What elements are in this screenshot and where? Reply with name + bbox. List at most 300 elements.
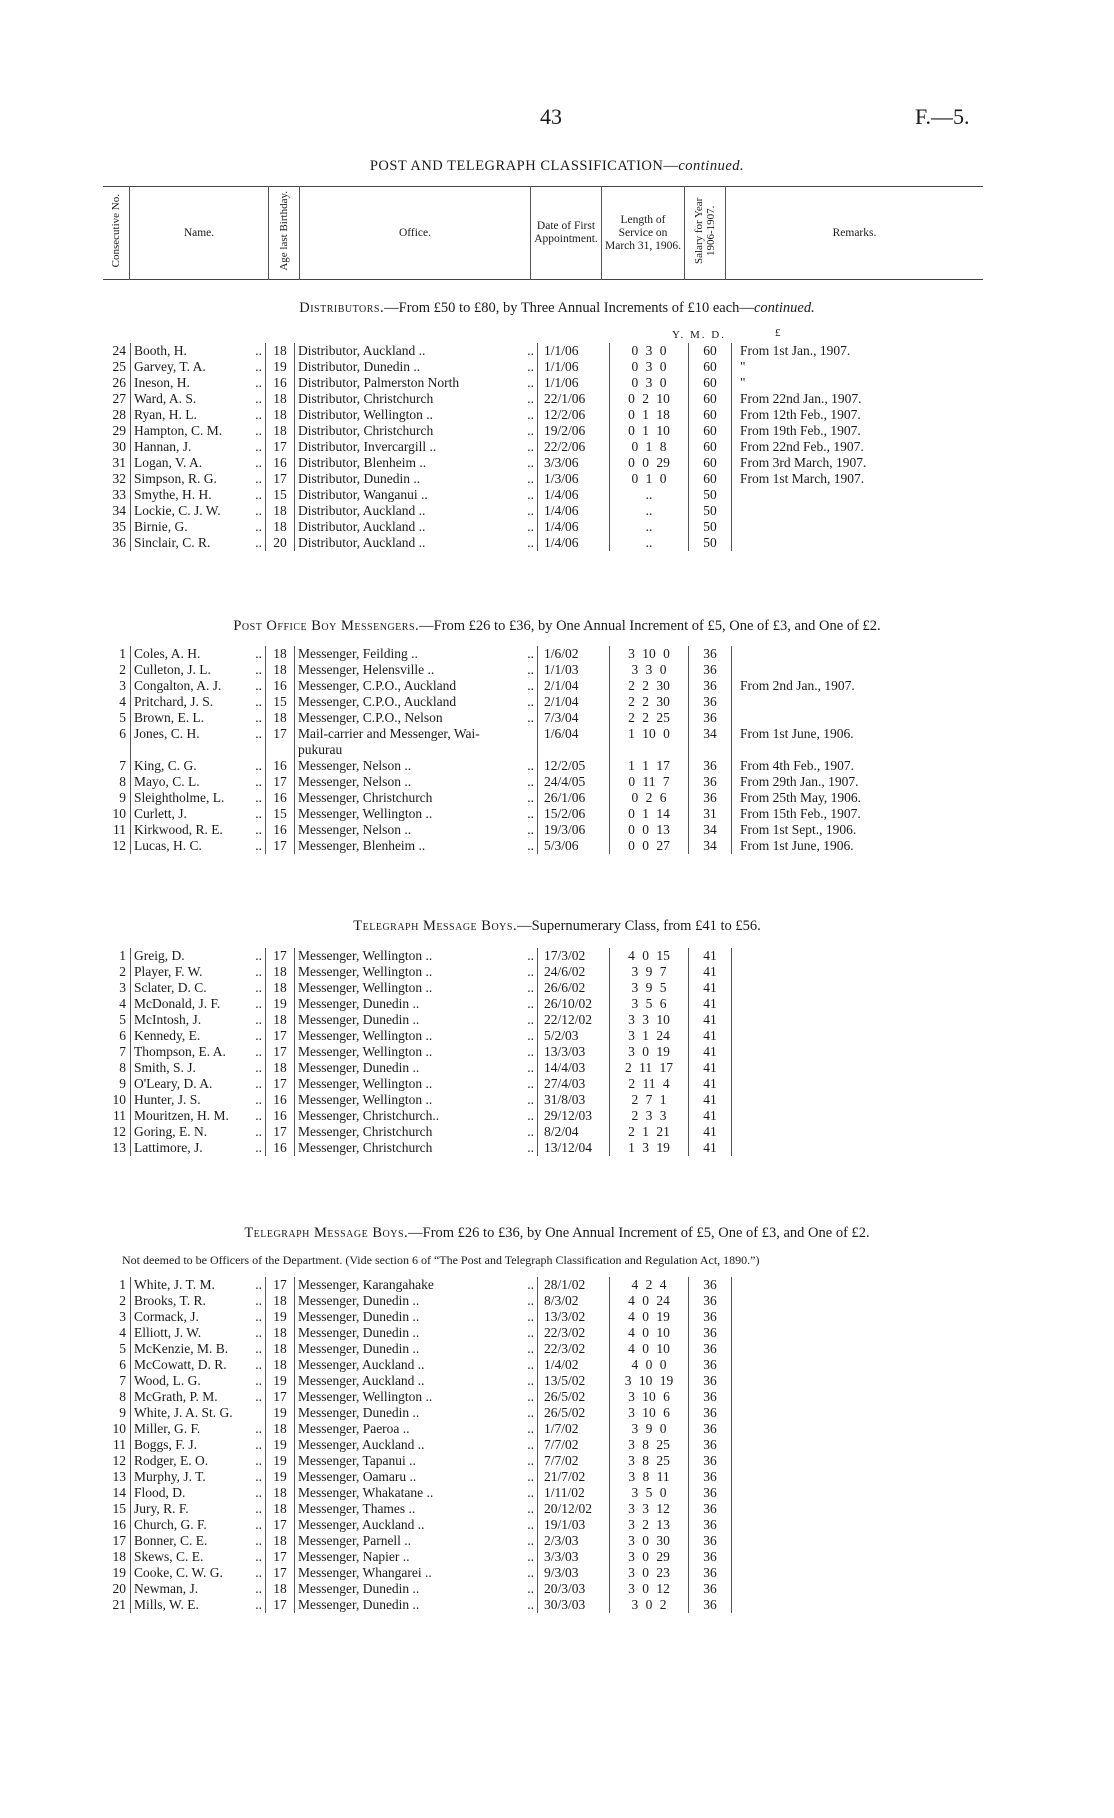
- cell-office: Messenger, Wellington ..: [295, 1389, 516, 1405]
- cell-age: 16: [266, 1140, 295, 1156]
- cell-len: 3 10 0: [610, 646, 689, 662]
- cell-odots: ..: [527, 1341, 534, 1356]
- cell-age: 17: [266, 1389, 295, 1405]
- cell-odots: ..: [527, 662, 534, 677]
- cell-len: ..: [610, 535, 689, 551]
- cell-date: 21/7/02: [538, 1469, 610, 1485]
- cell-date: 1/6/02: [538, 646, 610, 662]
- cell-name: Brown, E. L.: [131, 710, 248, 726]
- cell-len: 0 3 0: [610, 359, 689, 375]
- cell-date: 1/4/02: [538, 1357, 610, 1373]
- cell-dots: ..: [255, 964, 262, 979]
- cell-rem: [732, 1357, 914, 1373]
- cell-len: 4 0 15: [610, 948, 689, 964]
- cell-odots: ..: [527, 1044, 534, 1059]
- cell-dots: ..: [255, 1140, 262, 1155]
- cell-odots: ..: [527, 407, 534, 422]
- cell-date: 19/2/06: [538, 423, 610, 439]
- cell-odots: ..: [527, 1293, 534, 1308]
- cell-sal: 60: [689, 359, 732, 375]
- cell-odots: ..: [527, 471, 534, 486]
- cell-office: Distributor, Auckland ..: [295, 535, 516, 551]
- cell-rem: [732, 1469, 914, 1485]
- cell-no: 14: [112, 1485, 126, 1500]
- cell-len: 0 1 10: [610, 423, 689, 439]
- cell-name: Lucas, H. C.: [131, 838, 248, 854]
- cell-office: Messenger, Wellington ..: [295, 1044, 516, 1060]
- cell-len: 3 0 12: [610, 1581, 689, 1597]
- cell-sal: 36: [689, 1421, 732, 1437]
- cell-name: Simpson, R. G.: [131, 471, 248, 487]
- table-row: [103, 535, 913, 551]
- cell-age: 18: [266, 1293, 295, 1309]
- cell-len: 2 3 3: [610, 1108, 689, 1124]
- cell-office: Distributor, Invercargill ..: [295, 439, 516, 455]
- cell-name: Newman, J.: [131, 1581, 248, 1597]
- cell-age: 18: [266, 503, 295, 519]
- cell-age: 17: [266, 1044, 295, 1060]
- table-row: [103, 1341, 913, 1357]
- cell-no: 36: [112, 535, 126, 550]
- table-row: [103, 758, 913, 774]
- cell-dots: ..: [255, 1124, 262, 1139]
- cell-office: Messenger, Parnell ..: [295, 1533, 516, 1549]
- cell-date: 26/5/02: [538, 1405, 610, 1421]
- cell-sal: 41: [689, 1108, 732, 1124]
- cell-office: Distributor, Auckland ..: [295, 519, 516, 535]
- cell-age: 16: [266, 1092, 295, 1108]
- cell-office: Messenger, Blenheim ..: [295, 838, 516, 854]
- cell-rem: [732, 1549, 914, 1565]
- cell-date: 20/12/02: [538, 1501, 610, 1517]
- table-row: [103, 1501, 913, 1517]
- cell-len: 3 0 2: [610, 1597, 689, 1613]
- cell-dots: ..: [255, 407, 262, 422]
- cell-sal: 60: [689, 471, 732, 487]
- cell-rem: [732, 1124, 914, 1140]
- table-row: [103, 1092, 913, 1108]
- cell-office: Distributor, Auckland ..: [295, 343, 516, 359]
- cell-date: 7/7/02: [538, 1453, 610, 1469]
- cell-len: 3 9 7: [610, 964, 689, 980]
- table-row: [103, 439, 913, 455]
- cell-odots: ..: [527, 1597, 534, 1612]
- cell-len: 0 0 29: [610, 455, 689, 471]
- cell-len: ..: [610, 503, 689, 519]
- cell-dots: ..: [255, 455, 262, 470]
- cell-name: McKenzie, M. B.: [131, 1341, 248, 1357]
- cell-odots: ..: [527, 455, 534, 470]
- cell-sal: 36: [689, 1517, 732, 1533]
- cell-len: 3 0 19: [610, 1044, 689, 1060]
- cell-date: 22/3/02: [538, 1325, 610, 1341]
- table-row: [103, 806, 913, 822]
- cell-date: 22/1/06: [538, 391, 610, 407]
- cell-name: McIntosh, J.: [131, 1012, 248, 1028]
- cell-dots: ..: [255, 423, 262, 438]
- cell-dots: ..: [255, 710, 262, 725]
- cell-office: Messenger, Karangahake: [295, 1277, 516, 1293]
- cell-date: 13/3/02: [538, 1309, 610, 1325]
- cell-age: 19: [266, 1373, 295, 1389]
- cell-office: Messenger, Wellington ..: [295, 1076, 516, 1092]
- col-header-length: Length of Service on March 31, 1906.: [602, 187, 685, 280]
- cell-sal: 36: [689, 1501, 732, 1517]
- table-row: [103, 1060, 913, 1076]
- cell-odots: ..: [527, 1565, 534, 1580]
- cell-date: 31/8/03: [538, 1092, 610, 1108]
- cell-rem: [732, 1405, 914, 1421]
- cell-office: Messenger, Dunedin ..: [295, 1293, 516, 1309]
- cell-dots: ..: [255, 1581, 262, 1596]
- cell-date: 2/3/03: [538, 1533, 610, 1549]
- cell-odots: ..: [527, 678, 534, 693]
- table-row: [103, 980, 913, 996]
- cell-dots: ..: [255, 1453, 262, 1468]
- table-row: [103, 646, 913, 662]
- cell-len: 0 1 0: [610, 471, 689, 487]
- table-row: [103, 678, 913, 694]
- cell-name: Kennedy, E.: [131, 1028, 248, 1044]
- cell-date: 13/12/04: [538, 1140, 610, 1156]
- cell-sal: 36: [689, 646, 732, 662]
- cell-rem: From 25th May, 1906.: [732, 790, 914, 806]
- cell-odots: ..: [527, 1325, 534, 1340]
- cell-name: Ward, A. S.: [131, 391, 248, 407]
- cell-no: 2: [119, 662, 126, 677]
- cell-sal: 36: [689, 694, 732, 710]
- cell-sal: 41: [689, 1076, 732, 1092]
- cell-dots: ..: [255, 503, 262, 518]
- cell-odots: ..: [527, 774, 534, 789]
- cell-odots: ..: [527, 423, 534, 438]
- cell-odots: ..: [527, 343, 534, 358]
- cell-dots: ..: [255, 948, 262, 963]
- cell-len: ..: [610, 487, 689, 503]
- cell-office: Messenger, Thames ..: [295, 1501, 516, 1517]
- cell-sal: 36: [689, 1485, 732, 1501]
- cell-odots: ..: [527, 1357, 534, 1372]
- cell-age: 17: [266, 1124, 295, 1140]
- cell-odots: ..: [527, 1277, 534, 1292]
- cell-len: 3 8 11: [610, 1469, 689, 1485]
- table-row: [103, 662, 913, 678]
- cell-rem: From 3rd March, 1907.: [732, 455, 914, 471]
- cell-no: 6: [119, 1357, 126, 1372]
- cell-no: 11: [113, 1437, 126, 1452]
- cell-rem: [732, 1325, 914, 1341]
- cell-dots: ..: [255, 471, 262, 486]
- cell-rem: [732, 1140, 914, 1156]
- cell-no: 1: [119, 646, 126, 661]
- cell-date: 12/2/05: [538, 758, 610, 774]
- cell-sal: 60: [689, 375, 732, 391]
- cell-no: 3: [119, 678, 126, 693]
- cell-odots: ..: [527, 1453, 534, 1468]
- table-row: [103, 1565, 913, 1581]
- cell-age: 18: [266, 646, 295, 662]
- cell-name: Mayo, C. L.: [131, 774, 248, 790]
- cell-age: 18: [266, 391, 295, 407]
- cell-no: 15: [112, 1501, 126, 1516]
- cell-rem: [732, 535, 914, 551]
- cell-rem: From 2nd Jan., 1907.: [732, 678, 914, 694]
- boy-messengers-table: [103, 646, 913, 854]
- cell-office: Messenger, Oamaru ..: [295, 1469, 516, 1485]
- cell-office: Messenger, Tapanui ..: [295, 1453, 516, 1469]
- cell-rem: [732, 1092, 914, 1108]
- cell-age: 19: [266, 1309, 295, 1325]
- cell-date: 1/1/06: [538, 375, 610, 391]
- table-row: [103, 423, 913, 439]
- cell-rem: [732, 646, 914, 662]
- cell-date: 5/3/06: [538, 838, 610, 854]
- cell-office: Messenger, Dunedin ..: [295, 996, 516, 1012]
- cell-age: 20: [266, 535, 295, 551]
- cell-sal: 41: [689, 948, 732, 964]
- cell-odots: ..: [527, 1469, 534, 1484]
- cell-len: 2 2 30: [610, 694, 689, 710]
- cell-age: 19: [266, 1405, 295, 1421]
- table-row: [103, 343, 913, 359]
- table-row: [103, 774, 913, 790]
- table-row: [103, 1140, 913, 1156]
- cell-date: 7/7/02: [538, 1437, 610, 1453]
- cell-no: 9: [119, 790, 126, 805]
- cell-len: 2 11 17: [610, 1060, 689, 1076]
- cell-no: 27: [112, 391, 126, 406]
- cell-age: 18: [266, 964, 295, 980]
- cell-len: 3 0 23: [610, 1565, 689, 1581]
- cell-no: 10: [112, 1421, 126, 1436]
- cell-date: 1/4/06: [538, 503, 610, 519]
- cell-no: 10: [112, 1092, 126, 1107]
- cell-odots: ..: [527, 1012, 534, 1027]
- cell-odots: ..: [527, 948, 534, 963]
- cell-date: 19/1/03: [538, 1517, 610, 1533]
- cell-name: Thompson, E. A.: [131, 1044, 248, 1060]
- cell-odots: ..: [527, 1124, 534, 1139]
- cell-age: 18: [266, 1581, 295, 1597]
- cell-dots: ..: [255, 1485, 262, 1500]
- cell-sal: 36: [689, 1357, 732, 1373]
- cell-no: 10: [112, 806, 126, 821]
- cell-rem: From 22nd Feb., 1907.: [732, 439, 914, 455]
- cell-len: 0 2 6: [610, 790, 689, 806]
- cell-date: 1/4/06: [538, 535, 610, 551]
- cell-rem: From 1st Sept., 1906.: [732, 822, 914, 838]
- section-heading-distributors: Distributors.—From £50 to £80, by Three Annual Increments of £10 each—continued.: [299, 300, 815, 316]
- cell-len: 4 0 0: [610, 1357, 689, 1373]
- cell-sal: 36: [689, 1581, 732, 1597]
- cell-age: 16: [266, 1108, 295, 1124]
- col-header-remarks: Remarks.: [726, 187, 984, 280]
- cell-date: 1/7/02: [538, 1421, 610, 1437]
- cell-name: Sleightholme, L.: [131, 790, 248, 806]
- cell-name: Cooke, C. W. G.: [131, 1565, 248, 1581]
- cell-odots: ..: [527, 487, 534, 502]
- cell-age: 17: [266, 471, 295, 487]
- cell-age: 18: [266, 1485, 295, 1501]
- cell-no: 12: [112, 1124, 126, 1139]
- cell-name: Curlett, J.: [131, 806, 248, 822]
- cell-odots: ..: [527, 1485, 534, 1500]
- cell-no: 35: [112, 519, 126, 534]
- cell-name: Sclater, D. C.: [131, 980, 248, 996]
- cell-sal: 41: [689, 964, 732, 980]
- cell-no: 32: [112, 471, 126, 486]
- cell-dots: ..: [255, 343, 262, 358]
- cell-age: 19: [266, 1469, 295, 1485]
- cell-name: Mills, W. E.: [131, 1597, 248, 1613]
- cell-odots: ..: [527, 503, 534, 518]
- cell-no: 4: [119, 1325, 126, 1340]
- section-heading-message-boys: Telegraph Message Boys.—From £26 to £36, by One Annual Increment of £5, One of £3, and One of £2.: [244, 1225, 870, 1241]
- cell-no: 13: [112, 1140, 126, 1155]
- cell-len: 2 11 4: [610, 1076, 689, 1092]
- table-row: [103, 503, 913, 519]
- table-row: [103, 1044, 913, 1060]
- message-boys-table: [103, 1277, 913, 1613]
- cell-age: 18: [266, 1012, 295, 1028]
- table-row: [103, 1485, 913, 1501]
- section-note: Not deemed to be Officers of the Department. (Vide section 6 of “The Post and Telegraph Classification and Regulation Act, 1890.”): [122, 1253, 760, 1267]
- cell-office: Messenger, Wellington ..: [295, 1028, 516, 1044]
- cell-date: 30/3/03: [538, 1597, 610, 1613]
- cell-odots: ..: [527, 1140, 534, 1155]
- cell-no: 19: [112, 1565, 126, 1580]
- cell-rem: [732, 1389, 914, 1405]
- cell-age: 16: [266, 678, 295, 694]
- cell-no: 12: [112, 838, 126, 853]
- cell-date: 2/1/04: [538, 678, 610, 694]
- cell-dots: ..: [255, 1373, 262, 1388]
- cell-date: 13/5/02: [538, 1373, 610, 1389]
- cell-dots: ..: [255, 1469, 262, 1484]
- cell-rem: From 1st Jan., 1907.: [732, 343, 914, 359]
- cell-date: 17/3/02: [538, 948, 610, 964]
- cell-date: 1/1/03: [538, 662, 610, 678]
- cell-name: Logan, V. A.: [131, 455, 248, 471]
- cell-len: 3 0 30: [610, 1533, 689, 1549]
- cell-office: Messenger, Christchurch..: [295, 1108, 516, 1124]
- cell-sal: 36: [689, 1309, 732, 1325]
- cell-len: 3 5 0: [610, 1485, 689, 1501]
- cell-name: Cormack, J.: [131, 1309, 248, 1325]
- series-reference: F.—5.: [915, 104, 970, 129]
- cell-sal: 36: [689, 1373, 732, 1389]
- cell-rem: [732, 1597, 914, 1613]
- cell-date: 22/2/06: [538, 439, 610, 455]
- cell-name: McGrath, P. M.: [131, 1389, 248, 1405]
- table-row: [103, 964, 913, 980]
- cell-no: 6: [119, 1028, 126, 1043]
- cell-sal: 41: [689, 980, 732, 996]
- cell-name: Wood, L. G.: [131, 1373, 248, 1389]
- cell-len: 3 10 6: [610, 1389, 689, 1405]
- cell-age: 17: [266, 838, 295, 854]
- cell-len: 2 2 25: [610, 710, 689, 726]
- cell-len: 2 2 30: [610, 678, 689, 694]
- cell-date: 2/1/04: [538, 694, 610, 710]
- cell-date: 13/3/03: [538, 1044, 610, 1060]
- cell-name: Culleton, J. L.: [131, 662, 248, 678]
- cell-odots: ..: [527, 838, 534, 853]
- cell-sal: 50: [689, 519, 732, 535]
- cell-odots: ..: [527, 790, 534, 805]
- cell-office: Messenger, Dunedin ..: [295, 1597, 516, 1613]
- cell-age: 18: [266, 662, 295, 678]
- cell-sal: 36: [689, 1325, 732, 1341]
- cell-no: 4: [119, 996, 126, 1011]
- cell-office: Messenger, Napier ..: [295, 1549, 516, 1565]
- column-header: [103, 186, 983, 280]
- cell-sal: 36: [689, 1533, 732, 1549]
- cell-date: 27/4/03: [538, 1076, 610, 1092]
- cell-date: 1/1/06: [538, 343, 610, 359]
- cell-office: Messenger, Christchurch: [295, 1140, 516, 1156]
- cell-age: 18: [266, 1060, 295, 1076]
- cell-rem: [732, 710, 914, 726]
- cell-date: 7/3/04: [538, 710, 610, 726]
- table-row: [103, 1549, 913, 1565]
- cell-rem: [732, 1012, 914, 1028]
- cell-odots: ..: [527, 646, 534, 661]
- cell-age: 18: [266, 1341, 295, 1357]
- cell-rem: [732, 980, 914, 996]
- cell-date: 1/4/06: [538, 519, 610, 535]
- cell-sal: 36: [689, 774, 732, 790]
- cell-date: 1/6/04: [538, 726, 610, 758]
- cell-no: 29: [112, 423, 126, 438]
- cell-date: 5/2/03: [538, 1028, 610, 1044]
- cell-rem: ": [732, 375, 914, 391]
- cell-name: Player, F. W.: [131, 964, 248, 980]
- cell-sal: 36: [689, 1341, 732, 1357]
- cell-office: Messenger, Nelson ..: [295, 774, 516, 790]
- cell-office: Distributor, Wellington ..: [295, 407, 516, 423]
- cell-age: 18: [266, 980, 295, 996]
- cell-len: 4 0 10: [610, 1325, 689, 1341]
- cell-rem: [732, 996, 914, 1012]
- cell-name: Booth, H.: [131, 343, 248, 359]
- cell-rem: [732, 519, 914, 535]
- cell-name: White, J. T. M.: [131, 1277, 248, 1293]
- cell-rem: From 1st March, 1907.: [732, 471, 914, 487]
- cell-office: Mail-carrier and Messenger, Wai-pukurau: [295, 726, 516, 758]
- cell-odots: ..: [527, 535, 534, 550]
- cell-odots: ..: [527, 519, 534, 534]
- cell-office: Messenger, Christchurch: [295, 790, 516, 806]
- cell-date: 1/3/06: [538, 471, 610, 487]
- salary-unit-label: £: [775, 327, 783, 339]
- cell-len: 3 8 25: [610, 1453, 689, 1469]
- table-row: [103, 1325, 913, 1341]
- cell-no: 30: [112, 439, 126, 454]
- cell-rem: [732, 487, 914, 503]
- cell-rem: [732, 503, 914, 519]
- cell-len: 1 3 19: [610, 1140, 689, 1156]
- table-row: [103, 391, 913, 407]
- col-header-date: Date of First Appointment.: [531, 187, 602, 280]
- cell-name: O'Leary, D. A.: [131, 1076, 248, 1092]
- cell-odots: ..: [527, 1405, 534, 1420]
- cell-name: Goring, E. N.: [131, 1124, 248, 1140]
- cell-rem: [732, 1341, 914, 1357]
- cell-no: 8: [119, 774, 126, 789]
- cell-sal: 50: [689, 487, 732, 503]
- cell-name: Congalton, A. J.: [131, 678, 248, 694]
